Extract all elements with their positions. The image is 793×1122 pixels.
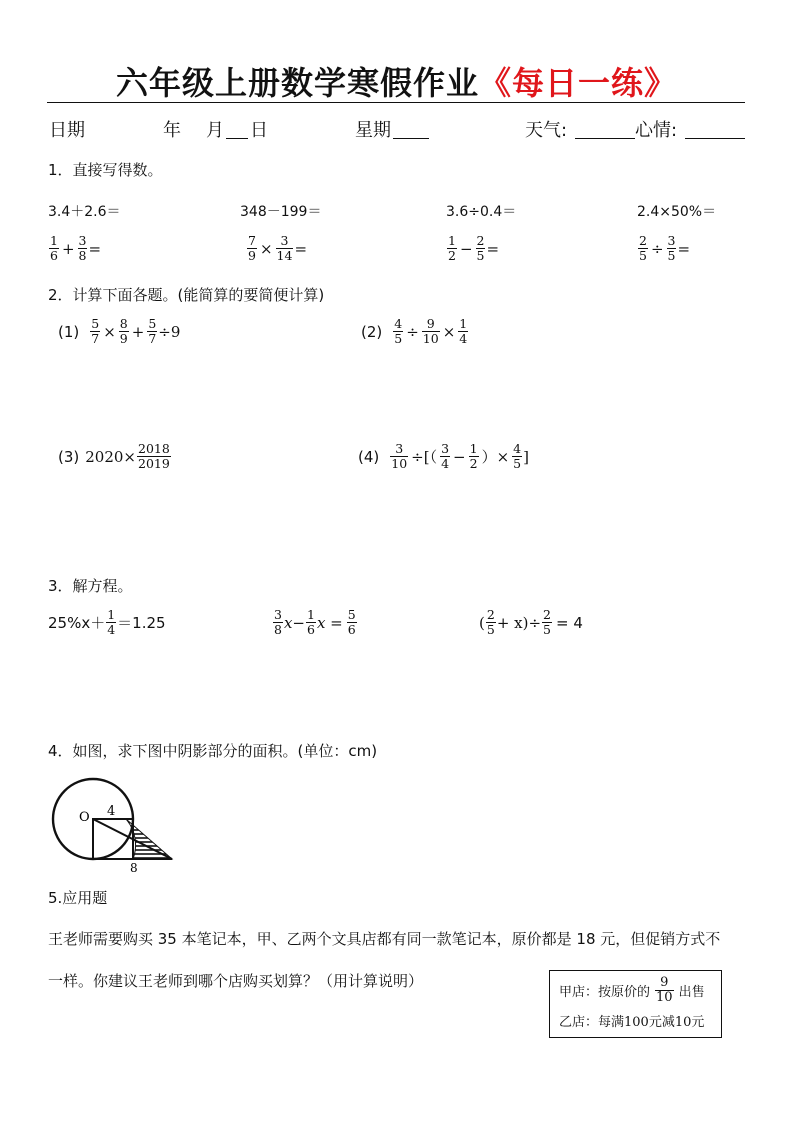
year-label: 年 [163,120,181,141]
q2-heading: 2．计算下面各题。(能简算的要简便计算) [48,286,325,304]
q1-heading: 1．直接写得数。 [48,161,163,179]
title-highlight: 《每日一练》 [479,64,678,102]
circle-triangle-figure [46,776,178,874]
q1-frac-item: $\frac{1}{6}$ + $\frac{3}{8}$ = [50,233,102,263]
radius-label: 4 [107,804,116,819]
shop-a-promo: 甲店：按原价的 $\frac{9}{10}$ 出售 [559,975,705,1005]
weather-label: 天气: [525,120,568,141]
q1-frac-item: $\frac{7}{9}$ × $\frac{3}{14}$ = [248,233,308,263]
q1-frac-item: $\frac{2}{5}$ ÷ $\frac{3}{5}$ = [639,233,691,263]
q2-problem-2: (2) $\frac{4}{5}$ ÷ $\frac{9}{10}$ × $\frac{1}{4}$ [361,316,468,346]
date-label: 日期 [49,120,85,141]
q2-problem-1: (1) $\frac{5}{7}$ × $\frac{8}{9}$ + $\frac{5}{7}$ ÷9 [58,316,181,346]
day-blank[interactable] [226,120,248,139]
weekday-blank[interactable] [393,120,429,139]
q3-equation-1: 25%x＋ $\frac{1}{4}$ ＝1.25 [48,607,166,637]
q4-heading: 4．如图，求下图中阴影部分的面积。(单位：cm) [48,742,378,760]
weekday-label: 星期 [355,120,391,141]
center-label: O [79,810,90,825]
q1-frac-item: $\frac{1}{2}$ − $\frac{2}{5}$ = [448,233,500,263]
month-label: 月 [206,120,224,141]
shop-b-promo: 乙店：每满100元减10元 [559,1015,705,1030]
base-label: 8 [130,861,138,874]
day-label: 日 [250,120,268,141]
q3-heading: 3．解方程。 [48,577,133,595]
q2-problem-3: (3) 2020× $\frac{2018}{2019}$ [58,441,170,471]
q2-problem-4: (4) $\frac{3}{10}$ ÷[（ $\frac{3}{4}$ − $\frac{1}{2}$ ）× $\frac{4}{5}$ ] [358,441,529,471]
mood-blank[interactable] [685,120,745,139]
q1-item: 2.4×50%＝ [637,204,717,220]
q3-equation-3: ( $\frac{2}{5}$ + x)÷ $\frac{2}{5}$ = 4 [479,607,583,637]
weather-blank[interactable] [575,120,635,139]
title-divider [47,102,745,103]
q5-text-line1: 王老师需要购买 35 本笔记本，甲、乙两个文具店都有同一款笔记本，原价都是 18 元，但促销方式不 [48,930,721,948]
shop-promo-box [549,970,722,1038]
title-main: 六年级上册数学寒假作业 [115,64,479,102]
page-title [0,58,793,104]
q1-item: 3.4＋2.6＝ [48,204,121,220]
mood-label: 心情: [635,120,678,141]
q5-text-line2: 一样。你建议王老师到哪个店购买划算？（用计算说明） [48,972,424,990]
q3-equation-2: $\frac{3}{8}$ x− $\frac{1}{6}$ x = $\frac{5}{6}$ [274,607,356,637]
q1-item: 348－199＝ [240,204,322,220]
q5-heading: 5.应用题 [48,889,108,907]
q1-item: 3.6÷0.4＝ [446,204,517,220]
